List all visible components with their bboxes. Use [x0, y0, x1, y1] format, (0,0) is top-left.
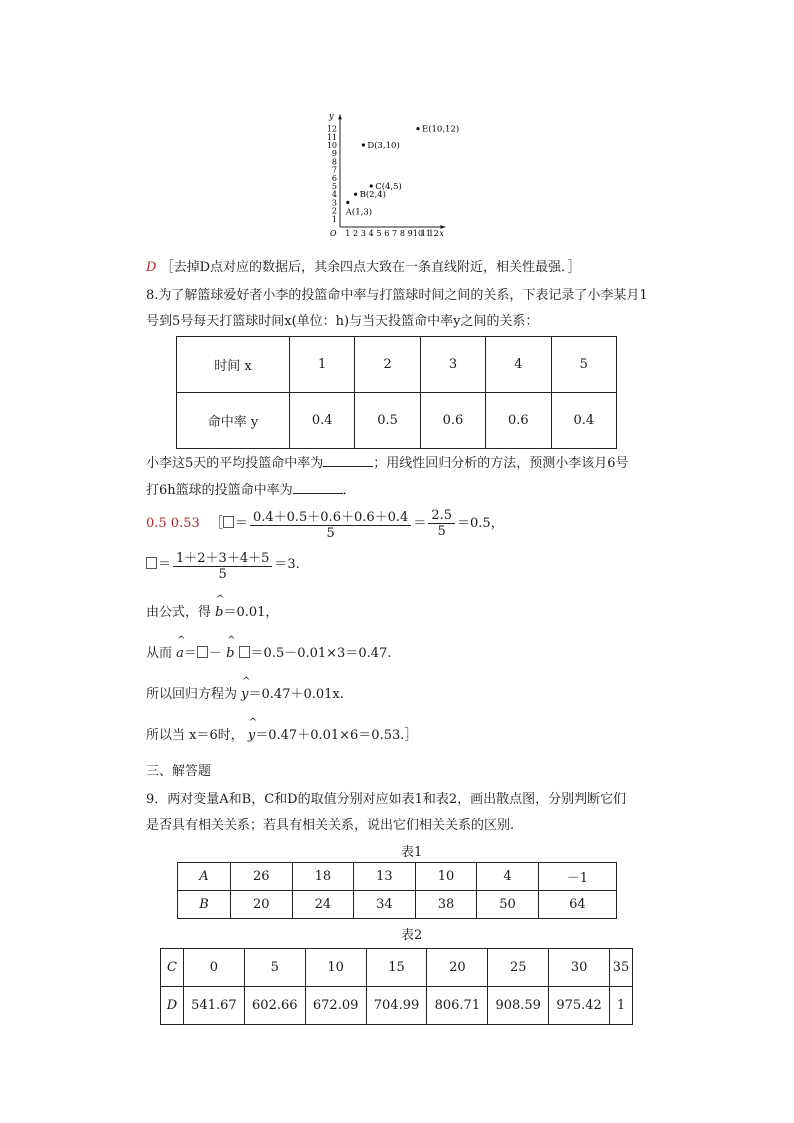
table2-row2-label: D	[161, 987, 184, 1025]
data-point-label: E(10,12)	[422, 124, 460, 135]
ybar-result: ＝0.5，	[457, 516, 504, 531]
ybar-fraction2	[428, 508, 455, 539]
x-tick-label: 10	[412, 229, 424, 238]
x-tick-label: 6	[384, 229, 390, 238]
table1-row2-label: B	[178, 891, 231, 919]
ybar-fraction	[250, 506, 411, 541]
plot-points	[345, 124, 459, 218]
q7-answer: D	[146, 260, 157, 275]
y-tick-label: 4	[331, 190, 337, 200]
q8-cell: 3	[420, 337, 485, 393]
table1-cell: 26	[231, 863, 293, 891]
regression-equation: ＝0.47＋0.01x.	[248, 687, 344, 702]
y-tick-label: 3	[331, 198, 337, 208]
table1-row-a	[178, 863, 617, 891]
data-point	[416, 127, 419, 130]
x-tick-label: 3	[360, 229, 366, 238]
q7-answer-line	[146, 256, 581, 275]
x-tick-label: 1	[345, 229, 351, 238]
section-heading: 三、解答题	[146, 764, 212, 779]
xbar-numerator: 1＋2＋3＋4＋5	[173, 547, 272, 567]
answer-blank	[293, 481, 343, 494]
origin-label: O	[330, 229, 337, 238]
q8-table	[176, 336, 617, 449]
table2-cell: 15	[366, 949, 427, 987]
x-tick-label: 9	[407, 229, 413, 238]
x-tick-label: 7	[392, 229, 398, 238]
q8-q2b: ．	[342, 483, 356, 498]
table2-row-c	[161, 949, 633, 987]
x-axis-label: x	[439, 229, 444, 238]
x-tick-label: 4	[368, 229, 374, 238]
table1-cell: 13	[354, 863, 416, 891]
data-point	[362, 143, 365, 146]
q8-cell: 0.6	[486, 393, 551, 449]
q8-cell: 2	[355, 337, 420, 393]
table2-cell: 1	[610, 987, 633, 1025]
y-axis-label: y	[329, 111, 334, 121]
a-prefix: 从而	[146, 646, 173, 661]
table2-row1-label: C	[161, 949, 184, 987]
x-tick-label: 5	[376, 229, 382, 238]
y-tick-label: 1	[331, 214, 337, 224]
table1-cell: 34	[354, 891, 416, 919]
q8-text-line1: 8.为了解篮球爱好者小李的投篮命中率与打篮球时间之间的关系，下表记录了小李某月1	[146, 288, 648, 303]
y-tick-label: 7	[331, 165, 337, 175]
q8-q1a: 小李这5天的平均投篮命中率为	[146, 456, 324, 471]
data-point-label: C(4,5)	[375, 182, 402, 192]
q8-cell: 0.4	[290, 393, 355, 449]
data-point	[370, 184, 373, 187]
data-point	[354, 193, 357, 196]
table1-cell: 4	[477, 863, 539, 891]
y-tick-label: 9	[331, 149, 337, 159]
q8-formula-line: 由公式，得 ^ b＝0.01，	[146, 601, 278, 620]
table1-cell: 18	[292, 863, 354, 891]
y-tick-label: 10	[326, 141, 337, 150]
x-tick-label: 11	[420, 229, 431, 238]
y-tick-label: 6	[331, 173, 337, 183]
y-tick-label: 2	[331, 206, 337, 216]
x-tick-label: 2	[353, 229, 359, 238]
q8-question-line2	[146, 479, 356, 498]
q8-prediction-line: 所以当 x＝6时， ^ y＝0.47＋0.01×6＝0.53.］	[146, 724, 417, 743]
a-result: ＝0.5－0.01×3＝0.47.	[250, 646, 392, 661]
table1-cell: 38	[415, 891, 477, 919]
table2-cell: 908.59	[488, 987, 549, 1025]
ybar-denominator: 5	[326, 526, 335, 541]
q8-ybar-line: 0.5 0.53 ［ ＝ $\frac{0.4+0.5+0.6+0.6+0.4}{5}$ ＝ $\frac{2.5}{5}$ ＝0.5，	[146, 508, 504, 541]
table2-title: 表2	[401, 928, 423, 943]
data-point	[346, 201, 349, 204]
table1-row1-label: A	[178, 863, 231, 891]
xbar-denominator: 5	[218, 567, 227, 582]
data-point-label: B(2,4)	[359, 190, 387, 201]
prediction-text: 所以当 x＝6时，	[146, 728, 244, 743]
table2-cell: 541.67	[184, 987, 245, 1025]
q9-table2	[160, 948, 633, 1025]
table2-cell: 30	[549, 949, 610, 987]
formula-text: 由公式，得	[146, 605, 212, 620]
table2-row-d	[161, 987, 633, 1025]
table1-cell: 20	[231, 891, 293, 919]
table1-cell: －1	[538, 863, 616, 891]
q8-cell: 0.5	[355, 393, 420, 449]
prediction-equation: ＝0.47＋0.01×6＝0.53.］	[255, 728, 418, 743]
regression-text: 所以回归方程为	[146, 687, 238, 702]
xbar-symbol	[146, 557, 157, 569]
q8-q2a: 打6h篮球的投篮命中率为	[146, 483, 293, 498]
ybar-symbol	[223, 516, 234, 528]
q9-text-line1: 9．两对变量A和B，C和D的取值分别对应如表1和表2，画出散点图，分别判断它们	[146, 792, 627, 807]
y-tick-label: 5	[331, 182, 337, 191]
data-point-label: A(1,3)	[345, 207, 373, 218]
table2-cell: 975.42	[549, 987, 610, 1025]
x-tick-label: 12	[428, 229, 439, 238]
xbar-fraction	[173, 547, 272, 582]
q8-cell: 1	[290, 337, 355, 393]
ybar-symbol	[197, 646, 208, 658]
q8-cell: 4	[486, 337, 551, 393]
ybar-numerator: 0.4＋0.5＋0.6＋0.6＋0.4	[250, 506, 411, 526]
y-axis-arrow	[338, 114, 342, 119]
q8-table-row-time	[177, 337, 617, 393]
y-tick-label: 11	[326, 132, 337, 142]
q8-cell: 0.4	[551, 393, 616, 449]
table1-cell: 24	[292, 891, 354, 919]
ybar-numerator2: 2.5	[428, 508, 455, 524]
table1-cell: 64	[538, 891, 616, 919]
table2-cell: 602.66	[244, 987, 305, 1025]
q8-answers: 0.5 0.53	[146, 516, 200, 531]
q7-explanation: ［去掉D点对应的数据后，其余四点大致在一条直线附近，相关性最强．］	[160, 260, 581, 275]
table1-row-b	[178, 891, 617, 919]
table2-cell: 20	[427, 949, 488, 987]
table2-cell: 806.71	[427, 987, 488, 1025]
b-value: ＝0.01，	[223, 605, 279, 620]
q8-regression-line: 所以回归方程为 ^ y＝0.47＋0.01x.	[146, 683, 344, 702]
q8-xbar-line: ＝ $\frac{1+2+3+4+5}{5}$ ＝3.	[146, 547, 300, 582]
q8-a-line: 从而 ^ a＝ － ^ b ＝0.5－0.01×3＝0.47.	[146, 642, 391, 661]
table1-cell: 50	[477, 891, 539, 919]
x-tick-label: 8	[399, 229, 405, 238]
q8-cell: 0.6	[420, 393, 485, 449]
y-tick-label: 8	[331, 157, 337, 167]
q9-text-line2: 是否具有相关关系；若具有相关关系，说出它们相关关系的区别.	[146, 818, 515, 833]
q8-row2-label: 命中率 y	[177, 393, 290, 449]
q8-q1b: ；用线性回归分析的方法，预测小李该月6号	[373, 456, 629, 471]
table2-cell: 0	[184, 949, 245, 987]
table2-cell: 704.99	[366, 987, 427, 1025]
q8-row1-label: 时间 x	[177, 337, 290, 393]
table2-cell: 5	[244, 949, 305, 987]
scatter-plot	[320, 95, 510, 245]
q9-table1	[177, 862, 617, 919]
q8-text-line2: 号到5号每天打篮球时间x(单位：h)与当天投篮命中率y之间的关系：	[146, 314, 539, 329]
q8-table-row-rate	[177, 393, 617, 449]
xbar-symbol	[239, 646, 250, 658]
table2-cell: 35	[610, 949, 633, 987]
table1-cell: 10	[415, 863, 477, 891]
answer-blank	[323, 454, 373, 467]
ybar-denominator2: 5	[437, 524, 446, 539]
y-tick-label: 12	[326, 124, 337, 134]
table1-title: 表1	[401, 845, 423, 860]
data-point-label: D(3,10)	[367, 141, 400, 151]
q8-cell: 5	[551, 337, 616, 393]
table2-cell: 672.09	[305, 987, 366, 1025]
table2-cell: 25	[488, 949, 549, 987]
table2-cell: 10	[305, 949, 366, 987]
q8-question-line1	[146, 452, 629, 471]
xbar-result: ＝3.	[274, 557, 300, 572]
